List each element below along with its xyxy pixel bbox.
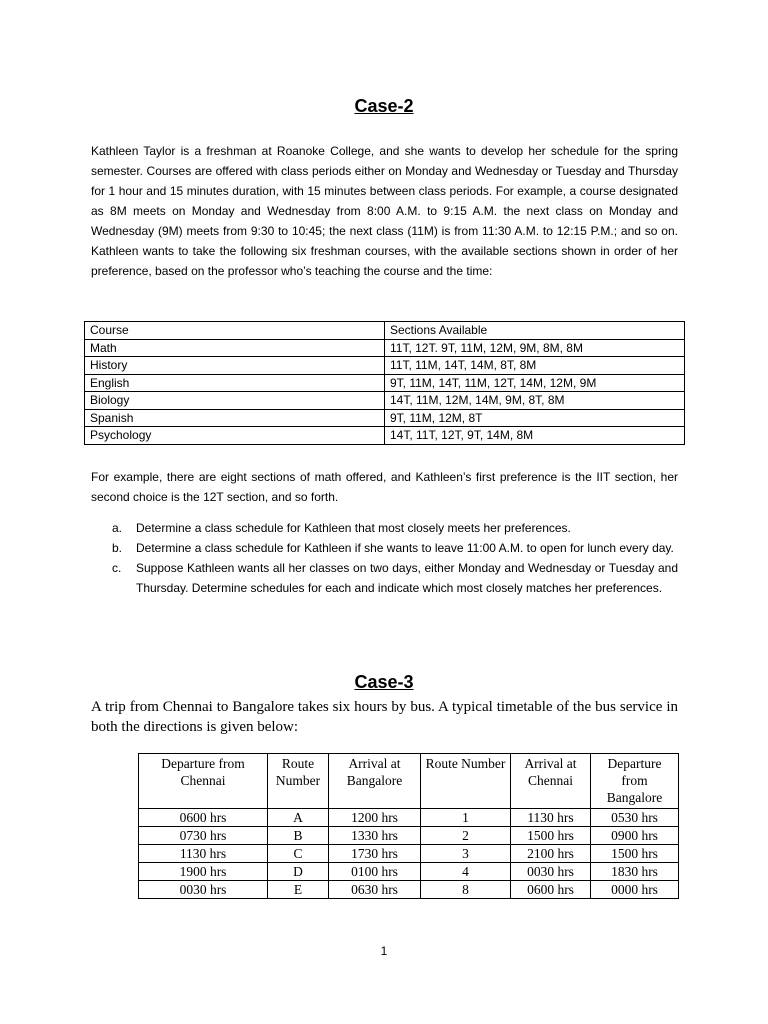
table-cell: B <box>268 827 329 845</box>
page-number: 1 <box>380 944 388 958</box>
table-cell: E <box>268 881 329 899</box>
table-cell: 0630 hrs <box>329 881 421 899</box>
header-cell: Arrival at Bangalore <box>329 754 421 809</box>
table-cell: 0530 hrs <box>591 809 679 827</box>
course-cell: Psychology <box>85 427 385 445</box>
table-cell: 0100 hrs <box>329 863 421 881</box>
question-item <box>112 558 678 598</box>
header-cell: Route Number <box>268 754 329 809</box>
table-header-row <box>139 754 679 809</box>
table-cell: 0900 hrs <box>591 827 679 845</box>
question-text: Determine a class schedule for Kathleen if she wants to leave 11:00 A.M. to open for lunch every day. <box>136 541 674 555</box>
course-cell: Biology <box>85 392 385 410</box>
table-cell: 0730 hrs <box>139 827 268 845</box>
table-row <box>139 827 679 845</box>
table-row <box>85 339 685 357</box>
table-cell: 1330 hrs <box>329 827 421 845</box>
table-cell: 0030 hrs <box>139 881 268 899</box>
course-sections-table <box>84 321 685 445</box>
table-cell: 0000 hrs <box>591 881 679 899</box>
bus-timetable <box>138 753 679 899</box>
table-cell: 8 <box>421 881 511 899</box>
sections-cell: 14T, 11M, 12M, 14M, 9M, 8T, 8M <box>385 392 685 410</box>
table-row <box>85 374 685 392</box>
sections-cell: 9T, 11M, 14T, 11M, 12T, 14M, 12M, 9M <box>385 374 685 392</box>
table-cell: 1830 hrs <box>591 863 679 881</box>
header-cell: Departure from Chennai <box>139 754 268 809</box>
table-cell: 0600 hrs <box>139 809 268 827</box>
header-cell: Sections Available <box>385 322 685 340</box>
table-row <box>85 409 685 427</box>
table-cell: 2100 hrs <box>511 845 591 863</box>
table-row <box>85 392 685 410</box>
table-cell: 1500 hrs <box>511 827 591 845</box>
table-row <box>139 845 679 863</box>
case3-title: Case-3 <box>354 672 414 692</box>
question-marker: b. <box>112 541 123 555</box>
table-cell: 1730 hrs <box>329 845 421 863</box>
table-cell: 3 <box>421 845 511 863</box>
table-cell: 1130 hrs <box>139 845 268 863</box>
table-cell: 1130 hrs <box>511 809 591 827</box>
question-text: Suppose Kathleen wants all her classes on two days, either Monday and Wednesday or Tuesday and Thursday. Determine schedules for each and indicate which most closely matches her preferences. <box>136 561 678 595</box>
case2-question-list <box>112 518 678 598</box>
course-cell: Math <box>85 339 385 357</box>
table-row <box>85 427 685 445</box>
table-cell: D <box>268 863 329 881</box>
course-cell: History <box>85 357 385 375</box>
course-cell: Spanish <box>85 409 385 427</box>
question-marker: a. <box>112 521 123 535</box>
table-cell: 1500 hrs <box>591 845 679 863</box>
header-cell: Departure from Bangalore <box>591 754 679 809</box>
question-item <box>112 538 678 558</box>
header-cell: Arrival at Chennai <box>511 754 591 809</box>
sections-cell: 9T, 11M, 12M, 8T <box>385 409 685 427</box>
sections-cell: 11T, 11M, 14T, 14M, 8T, 8M <box>385 357 685 375</box>
table-cell: C <box>268 845 329 863</box>
table-cell: 2 <box>421 827 511 845</box>
table-row <box>85 357 685 375</box>
case2-title: Case-2 <box>354 96 414 116</box>
table-row <box>139 881 679 899</box>
header-cell: Route Number <box>421 754 511 809</box>
question-marker: c. <box>112 561 122 575</box>
table-cell: 1200 hrs <box>329 809 421 827</box>
header-cell: Course <box>85 322 385 340</box>
question-item <box>112 518 678 538</box>
table-cell: 0030 hrs <box>511 863 591 881</box>
sections-cell: 14T, 11T, 12T, 9T, 14M, 8M <box>385 427 685 445</box>
course-cell: English <box>85 374 385 392</box>
table-cell: 1 <box>421 809 511 827</box>
table-row <box>139 863 679 881</box>
table-cell: 4 <box>421 863 511 881</box>
case2-example-paragraph: For example, there are eight sections of math offered, and Kathleen’s first preference is the IIT section, her second choice is the 12T section, and so forth. <box>91 470 678 504</box>
sections-cell: 11T, 12T. 9T, 11M, 12M, 9M, 8M, 8M <box>385 339 685 357</box>
table-header-row <box>85 322 685 340</box>
case3-intro-paragraph: A trip from Chennai to Bangalore takes six hours by bus. A typical timetable of the bus service in both the directions is given below: <box>91 699 678 735</box>
question-text: Determine a class schedule for Kathleen that most closely meets her preferences. <box>136 521 571 535</box>
table-cell: A <box>268 809 329 827</box>
table-row <box>139 809 679 827</box>
table-cell: 1900 hrs <box>139 863 268 881</box>
case2-intro-paragraph: Kathleen Taylor is a freshman at Roanoke College, and she wants to develop her schedule for the spring semester. Courses are offered with class periods either on Monday and Wednesday or Tuesday and Thursday for 1 hour and 15 minutes duration, with 15 minutes between class periods. For example, a course designated as 8M meets on Monday and Wednesday from 8:00 A.M. to 9:15 A.M. the next class on Monday and Wednesday (9M) meets from 9:30 to 10:45; the next class (11M) is from 11:30 A.M. to 12:15 P.M.; and so on. Kathleen wants to take the following six freshman courses, with the available sections shown in order of her preference, based on the professor who’s teaching the course and the time: <box>91 144 678 278</box>
table-cell: 0600 hrs <box>511 881 591 899</box>
